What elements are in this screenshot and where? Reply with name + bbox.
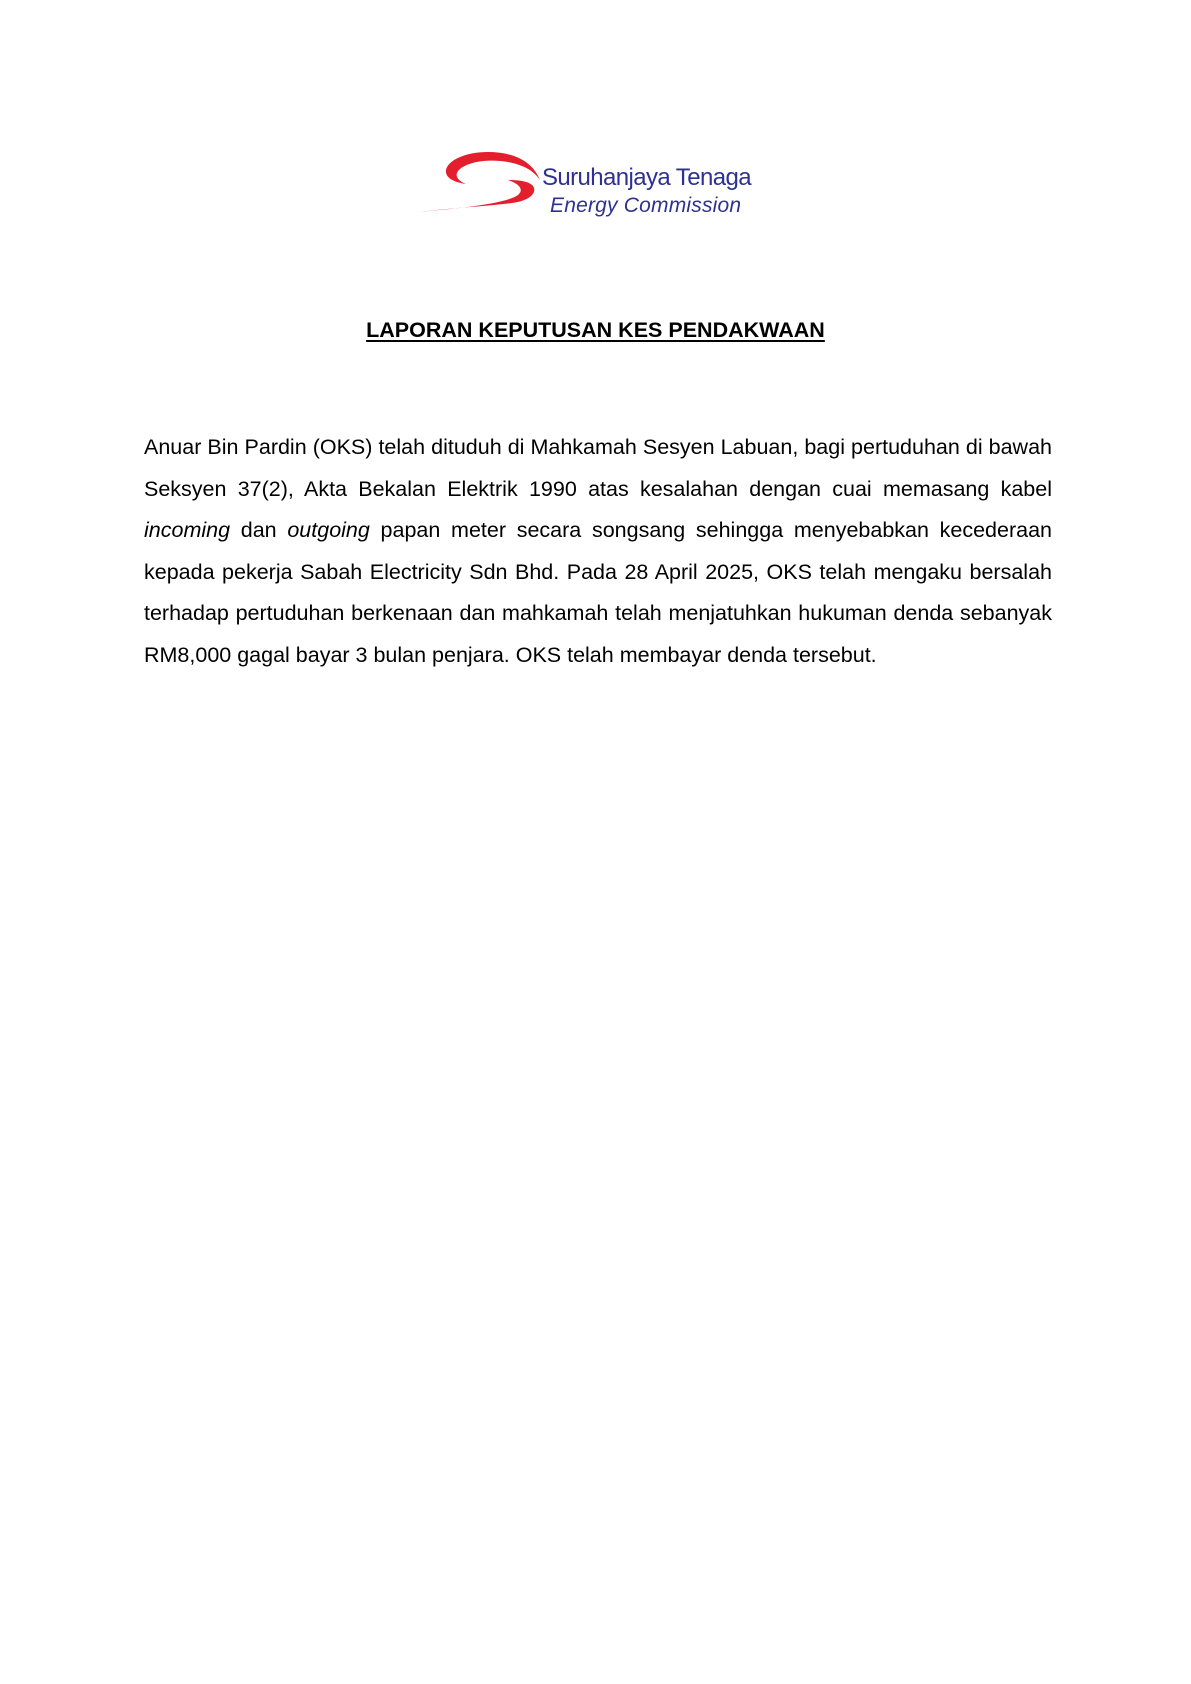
paragraph-italic-term: outgoing — [287, 518, 370, 542]
logo-text-english: Energy Commission — [550, 194, 742, 217]
energy-commission-logo — [420, 146, 790, 222]
swoosh-logo-icon — [420, 146, 545, 222]
logo-text-malay: Suruhanjaya Tenaga — [542, 164, 751, 191]
document-title: LAPORAN KEPUTUSAN KES PENDAKWAAN — [366, 318, 825, 342]
paragraph-text: dan — [230, 518, 288, 542]
document-body-paragraph — [144, 427, 1052, 676]
paragraph-text: papan meter secara songsang sehingga menyebabkan kecederaan kepada pekerja Sabah Electricity Sdn Bhd. Pada 28 April 2025, OKS telah mengaku bersalah terhadap pertuduhan berkenaan dan mahkamah telah menjatuhkan hukuman denda sebanyak RM8,000 gagal bayar 3 bulan penjara. OKS telah membayar denda tersebut. — [144, 518, 1053, 667]
paragraph-text: Anuar Bin Pardin (OKS) telah dituduh di Mahkamah Sesyen Labuan, bagi pertuduhan di bawah Seksyen 37(2), Akta Bekalan Elektrik 1990 atas kesalahan dengan cuai memasang kabel — [144, 435, 1052, 501]
paragraph-italic-term: incoming — [144, 518, 231, 542]
